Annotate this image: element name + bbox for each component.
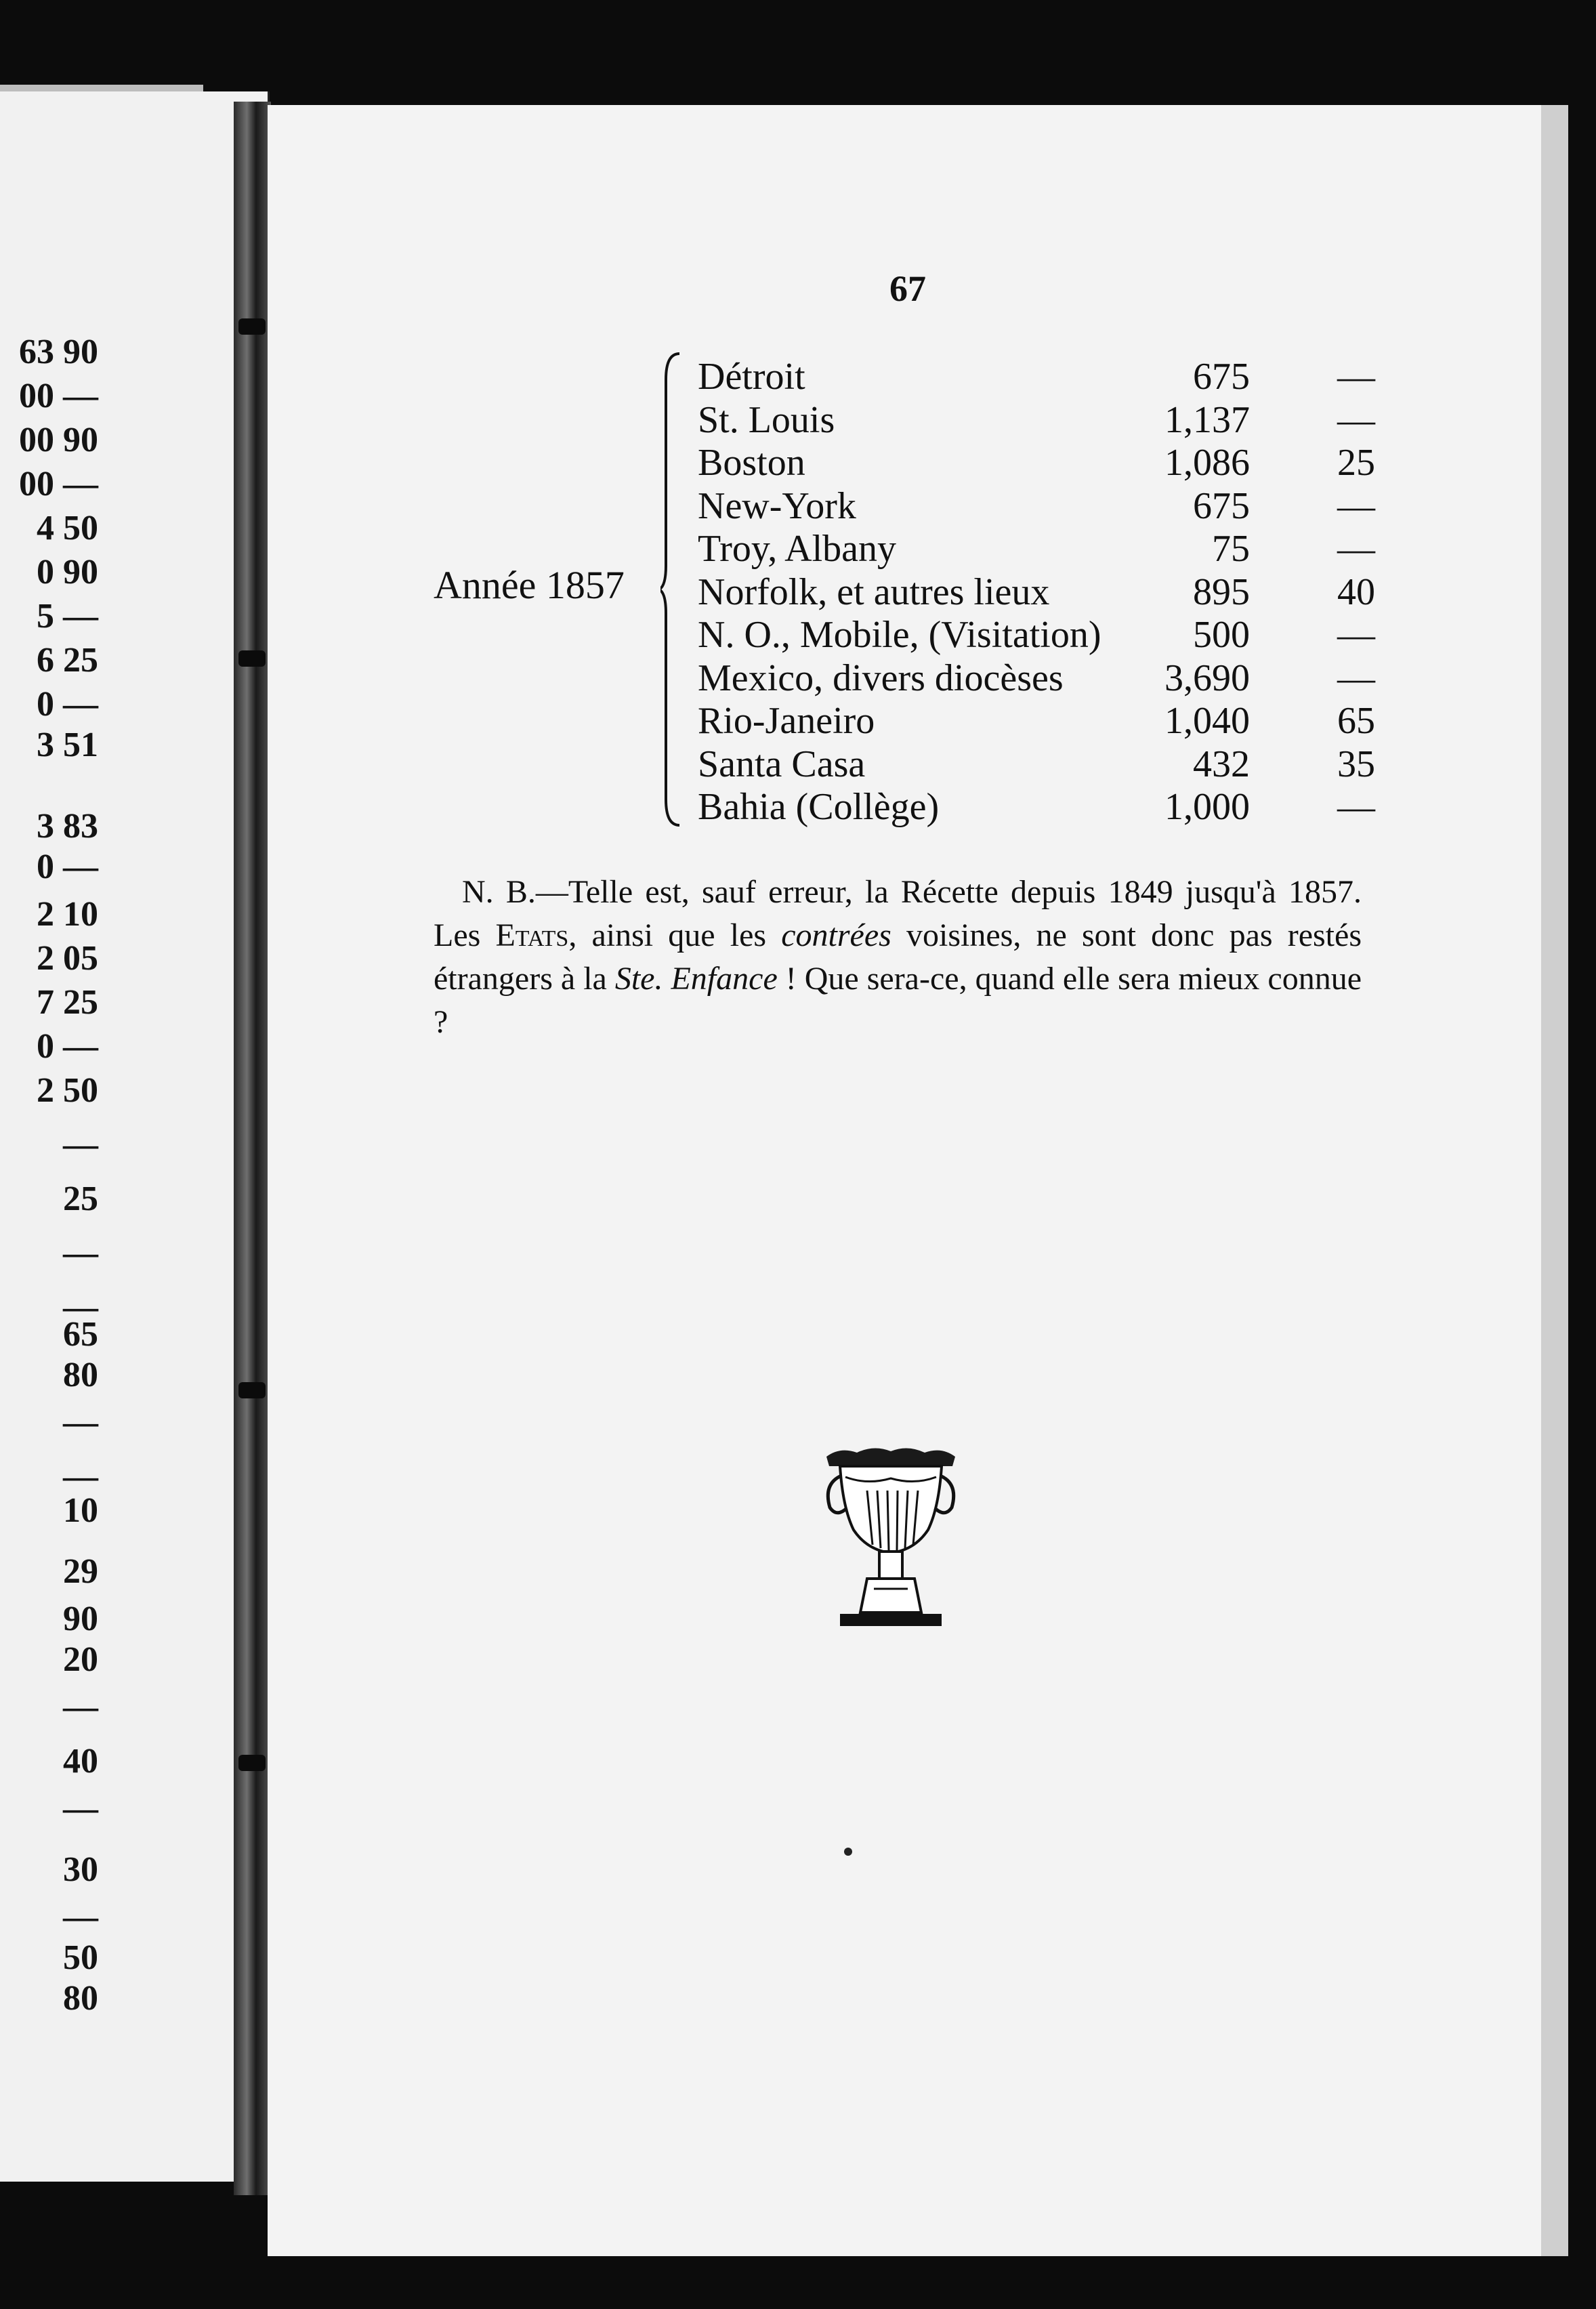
margin-number: 63 90 <box>19 333 98 371</box>
table-row <box>684 399 1375 442</box>
margin-number: 65 <box>63 1315 98 1354</box>
row-place: Norfolk, et autres lieux <box>698 570 1050 613</box>
row-cents: — <box>1337 484 1375 527</box>
row-cents: — <box>1337 657 1375 699</box>
margin-number: 4 50 <box>37 509 98 547</box>
note-text-4: ! Que sera-ce, quand elle sera mieux connue ? <box>434 961 1362 1040</box>
table-row <box>684 356 1375 399</box>
table-row <box>684 614 1375 657</box>
row-cents: 25 <box>1337 442 1375 484</box>
margin-number: 90 <box>63 1600 98 1638</box>
row-place: Rio-Janeiro <box>698 700 875 742</box>
row-amount: 1,040 <box>1164 700 1250 742</box>
table-row <box>684 657 1375 701</box>
margin-number: 0 — <box>37 848 98 886</box>
note-ste-enfance: Ste. Enfance <box>614 961 778 997</box>
margin-number: 2 10 <box>37 895 98 934</box>
margin-number: — <box>63 1403 98 1442</box>
margin-number: 30 <box>63 1850 98 1889</box>
row-place: Bahia (Collège) <box>698 786 940 828</box>
row-cents: — <box>1337 356 1375 398</box>
row-place: Boston <box>698 442 805 484</box>
margin-number: — <box>63 1288 98 1327</box>
margin-number: 0 90 <box>37 553 98 591</box>
row-amount: 1,137 <box>1164 398 1250 441</box>
row-amount: 75 <box>1212 528 1250 570</box>
margin-number: 50 <box>63 1938 98 1977</box>
margin-number: 0 — <box>37 1027 98 1066</box>
spine-stitch <box>238 1755 266 1771</box>
margin-number: 6 25 <box>37 641 98 680</box>
margin-number: 7 25 <box>37 983 98 1022</box>
row-place: St. Louis <box>698 398 835 441</box>
table-row <box>684 485 1375 528</box>
row-cents: — <box>1337 614 1375 656</box>
note-text-2: , ainsi que les <box>568 917 782 953</box>
row-cents: — <box>1337 786 1375 828</box>
row-amount: 675 <box>1193 356 1250 398</box>
margin-number: — <box>63 1898 98 1936</box>
row-amount: 1,000 <box>1164 786 1250 828</box>
margin-number: 3 83 <box>37 807 98 846</box>
page-number: 67 <box>889 268 926 309</box>
row-amount: 895 <box>1193 570 1250 613</box>
row-amount: 1,086 <box>1164 442 1250 484</box>
margin-number: 20 <box>63 1640 98 1679</box>
margin-number: 25 <box>63 1180 98 1218</box>
margin-number: 2 50 <box>37 1071 98 1110</box>
note-contrees: contrées <box>781 917 891 953</box>
margin-number: 2 05 <box>37 939 98 978</box>
note-paragraph <box>434 871 1362 1044</box>
book-spine <box>234 102 271 2195</box>
curly-brace <box>660 352 681 827</box>
donation-table <box>684 356 1375 829</box>
row-cents: — <box>1337 528 1375 570</box>
row-cents: — <box>1337 398 1375 441</box>
row-place: Détroit <box>698 356 805 398</box>
table-row <box>684 700 1375 743</box>
row-cents: 40 <box>1337 570 1375 613</box>
note-text-1: N. B.—Telle est, sauf erreur, la Récette depuis 1849 jusqu'à 1857. Les <box>434 874 1362 953</box>
margin-number: 0 — <box>37 685 98 724</box>
table-row <box>684 571 1375 615</box>
table-row <box>684 442 1375 485</box>
margin-number: — <box>63 1789 98 1828</box>
margin-number: — <box>63 1234 98 1272</box>
row-cents: 65 <box>1337 700 1375 742</box>
note-etats: Etats <box>495 917 569 953</box>
row-place: N. O., Mobile, (Visitation) <box>698 614 1101 656</box>
row-place: Troy, Albany <box>698 528 897 570</box>
margin-number: 5 — <box>37 597 98 636</box>
margin-number: 80 <box>63 1979 98 2018</box>
row-amount: 3,690 <box>1164 657 1250 699</box>
margin-number: 00 — <box>19 465 98 503</box>
margin-number: — <box>63 1688 98 1726</box>
table-row <box>684 528 1375 571</box>
margin-number: — <box>63 1125 98 1164</box>
margin-number: 40 <box>63 1742 98 1781</box>
year-label: Année 1857 <box>434 563 625 607</box>
row-amount: 675 <box>1193 484 1250 527</box>
table-row <box>684 743 1375 787</box>
note-text-3: voisines, ne sont donc pas restés étrangers à la <box>434 917 1362 997</box>
spine-stitch <box>238 318 266 335</box>
urn-ornament <box>820 1443 962 1640</box>
margin-number: — <box>63 1457 98 1496</box>
row-place: Mexico, divers diocèses <box>698 657 1064 699</box>
margin-number: 10 <box>63 1491 98 1530</box>
row-place: New-York <box>698 484 856 527</box>
spine-stitch <box>238 650 266 667</box>
margin-number: 29 <box>63 1552 98 1591</box>
ink-dot <box>844 1848 852 1856</box>
margin-number: 00 — <box>19 377 98 415</box>
margin-number: 3 51 <box>37 726 98 764</box>
table-row <box>684 786 1375 829</box>
margin-number: 00 90 <box>19 421 98 459</box>
row-cents: 35 <box>1337 743 1375 785</box>
row-amount: 432 <box>1193 743 1250 785</box>
row-amount: 500 <box>1193 614 1250 656</box>
row-place: Santa Casa <box>698 743 866 785</box>
margin-number: 80 <box>63 1356 98 1394</box>
spine-stitch <box>238 1382 266 1398</box>
